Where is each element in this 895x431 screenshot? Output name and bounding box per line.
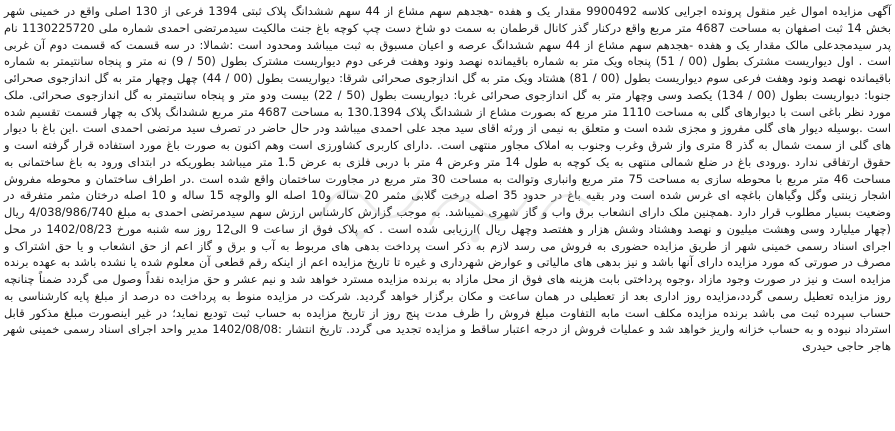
auction-notice [4,3,891,429]
notice-body-text: آگهی مزایده اموال غیر منقول پرونده اجرایی کلاسه 9900492 مقدار یک و هفده -هجدهم سهم مشاع از 44 سهم ششدانگ پلاک ثبتی 1394 فرعی از 130 اصلی واقع در خمینی شهر بخش 14 ثبت اصفهان به مساحت 4687 متر مربع واقع درکنار گذر کانال قرطمان به سمت دو شاخ دست چپ کوچه باغ جنت مالکیت سیدمرتضی احمدی شماره ملی 1130225720 نام پدر سیدمجدعلی مالک مقدار یک و هفده -هجدهم سهم مشاع از 44 سهم ششدانگ عرصه و اعیان مسبوق به ثبت میباشد ومحدود است :شمالا: در سه قسمت که قسمت دوم آن غربی است . اول دیواریست مشترک بطول (00 / 51) پنجاه ویک متر به شماره باقیمانده نهصد ونود وهفت فرعی دوم دیواریست مشترک بطول (50 / 9) نه متر و پنجاه سانتیمتر به شماره باقیمانده نهصد ونود وهفت فرعی سوم دیواریست بطول (00 / 81) هشتاد ویک متر به گل اندازجوی صحرائی شرقا: دیواریست بطول (00 / 44) چهل وچهار متر به گل اندازجوی صحرائی جنوبا: دیواریست بطول (00 / 134) یکصد وسی وچهار متر به گل اندازجوی صحرائی غربا: دیواریست بطول (50 / 22) بیست ودو متر و پنجاه سانتیمتر به گل اندازجوی صحرائی. ملک مورد نظر باغی است با دیوارهای گلی به مساحت 1110 متر مربع که بصورت مشاع از ششدانگ پلاک 130.1394 به مساحت 4687 متر مربع ششدانگ پلاک به چهار قسمت تقسیم شده است .بوسیله دیوار های گلی مفروز و مجزی شده است و متعلق به نیمی از ورثه اقای سید مجد علی احمدی میباشد ودر حال حاضر در تصرف سید مرتضی احمدی است .این باغ با دیوار های گلی از سمت شمال به گذر 8 متری واز شرق وغرب وجنوب به املاک مجاور منتهی است. .دارای کاربری کشاورزی است وهم اکنون به صورت باغ مورد استفاده قرار گرفته است و حقوق ارتفاقی ندارد .ورودی باغ در ضلع شمالی منتهی به یک کوچه به طول 14 متر وعرض 4 متر با دربی فلزی به عرض 1.5 متر میباشد بطوریکه در ابتدای ورود به باغ ساختمانی به مساحت 46 متر مربع با محوطه سازی به مساحت 75 متر مربع وانباری وتوالت به مساحت 30 متر مربع در مجاورت ساختمان واقع شده است .در اطراف ساختمان و محوطه مفروش اشجار زینتی وگل وگیاهان باغچه ای غرس شده است ودر بقیه باغ در حدود 35 اصله درخت گلابی مثمر 20 ساله و10 اصله الو والوچه 15 ساله و 10 اصله درختان مثمر متفرقه در وضعیت بسیار مطلوب قرار دارد .همچنین ملک دارای انشعاب برق واب و گاز شهری نمیباشد. به موجب گزارش کارشناس ارزش سهم سیدمرتضی احمدی به مبلغ 4/038/986/740 ریال (چهار میلیارد وسی وهشت میلیون و نهصد وهشتاد وشش هزار و هفتصد وچهل ریال )ارزیابی شده است . که پلاک فوق از ساعت 9 الی12 روز سه شنبه مورخ 1402/08/23 در محل اجرای اسناد رسمی خمینی شهر از طریق مزایده حضوری به فروش می رسد لازم به ذکر است پرداخت بدهی های مربوط به آب و برق و گاز اعم از حق انشعاب و یا حق اشتراک و مصرف در صورتی که مورد مزایده دارای آنها باشد و نیز بدهی های مالیاتی و عوارض شهرداری و غیره تا تاریخ مزایده اعم از اینکه رقم قطعی آن معلوم شده یا نشده باشد به عهده برنده مزایده است و نیز در صورت وجود مازاد ،وجوه پرداختی بابت هزینه های فوق از محل مازاد به برنده مزایده مسترد خواهد شد و نیم عشر و حق مزایده نقداً وصول می گردد ضمناً چنانچه روز مزایده تعطیل رسمی گردد،مزایده روز اداری بعد از تعطیلی در همان ساعت و مکان برگزار خواهد گردید. شرکت در مزایده منوط به پرداخت ده درصد از مبلغ پایه کارشناسی به حساب سپرده ثبت می باشد برنده مزایده مکلف است مابه التفاوت مبلغ فروش را ظرف مدت پنج روز از تاریخ مزایده به حساب ثبت تودیع نماید؛ در غیر اینصورت مبلغ مذکور قابل استرداد نبوده و به حساب خزانه واریز خواهد شد و عملیات فروش از درجه اعتبار ساقط و مزایده تجدید می گردد. تاریخ انتشار :1402/08/08 مدیر واحد اجرای اسناد رسمی خمینی شهر هاجر حاجی حیدری [4,4,892,353]
